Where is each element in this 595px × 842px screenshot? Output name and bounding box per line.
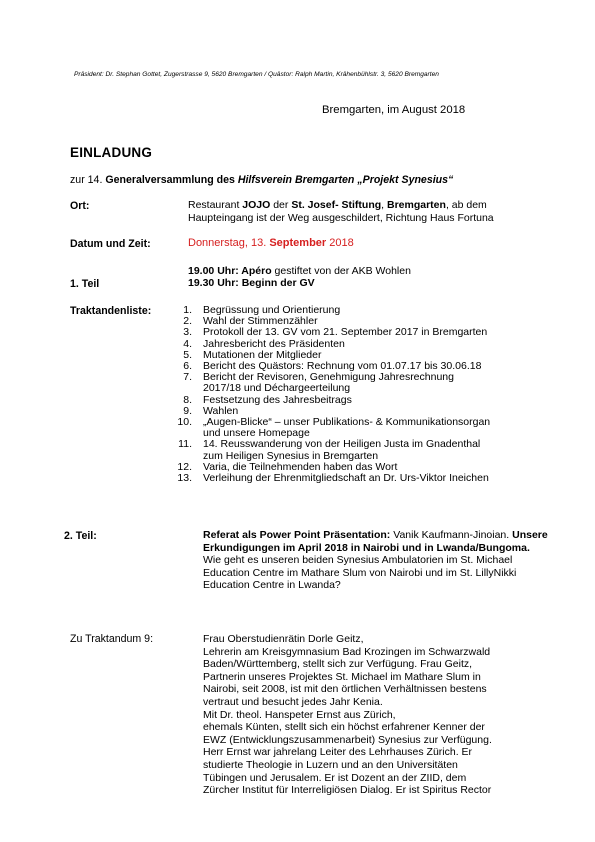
zu9-line: Tübingen und Jerusalem. Er ist Dozent an der ZIID, dem: [203, 771, 467, 784]
date-line: Bremgarten, im August 2018: [322, 104, 466, 116]
zu9-label: Zu Traktandum 9:: [70, 633, 154, 645]
agenda-item: [168, 372, 548, 394]
agenda-item-text: Verleihung der Ehrenmitgliedschaft an Dr. Urs-Viktor Ineichen: [203, 472, 489, 485]
zu9-line: vertraut und besucht jedes Jahr Kenia.: [203, 695, 383, 708]
teil1-text: 19.30 Uhr: Beginn der GV: [188, 277, 315, 289]
agenda-item-number: 13.: [177, 472, 192, 485]
zu9-line: ehemals Künten, stellt sich ein höchst erfahrener Kenner der: [203, 721, 485, 734]
zu9-line: Mit Dr. theol. Hanspeter Ernst aus Zürich,: [203, 708, 396, 721]
zu9-line: EWZ (Entwicklungszusammenarbeit) Synesius zur Verfügung.: [203, 733, 492, 746]
zu9-line: Herr Ernst war jahrelang Leiter des Lehrhauses Zürich. Er: [203, 746, 473, 759]
document-title: EINLADUNG: [70, 145, 153, 160]
teil1-label: 1. Teil: [70, 278, 100, 290]
datum-value: Donnerstag, 13. September 2018: [188, 237, 354, 249]
agenda-item-number: 7.: [183, 371, 192, 384]
agenda-list: [168, 305, 548, 484]
agenda-item: [168, 417, 548, 439]
agenda-item-text: Bericht des Quästors: Rechnung vom 01.07.17 bis 30.06.18: [203, 360, 482, 373]
ort-label: Ort:: [70, 200, 90, 212]
zu9-text: [203, 633, 563, 797]
agenda-item: [168, 327, 548, 338]
agenda-item-number: 8.: [183, 393, 192, 406]
zu9-line: Baden/Württemberg, stellt sich zur Verfügung. Frau Geitz,: [203, 658, 473, 671]
intro-prefix: zur 14.: [70, 174, 106, 186]
agenda-item-number: 10.: [177, 416, 192, 429]
traktanden-label: Traktandenliste:: [70, 305, 152, 317]
agenda-item: [168, 439, 548, 461]
agenda-item-text: Festsetzung des Jahresbeitrags: [203, 393, 352, 406]
agenda-item-number: 11.: [178, 438, 192, 451]
agenda-item-text: Mutationen der Mitglieder: [203, 348, 322, 361]
agenda-item-number: 6.: [183, 360, 192, 373]
letterhead-line: Präsident: Dr. Stephan Gottet, Zugerstrasse 9, 5620 Bremgarten / Quästor: Ralph Martin, Krähenbühlstr. 3, 5620 Bremgarten: [74, 71, 439, 78]
datum-label: Datum und Zeit:: [70, 238, 151, 250]
ort-line-2: Haupteingang ist der Weg ausgeschildert, Richtung Haus Fortuna: [188, 211, 494, 224]
intro-line: [70, 174, 453, 186]
teil2-label: 2. Teil:: [64, 530, 97, 542]
agenda-item-text: „Augen-Blicke“ – unser Publikations- & Kommunikationsorgan und unsere Homepage: [203, 416, 491, 440]
agenda-item-number: 5.: [183, 348, 192, 361]
agenda-item-text: Jahresbericht des Präsidenten: [203, 337, 345, 350]
intro-association-name: Hilfsverein Bremgarten „Projekt Synesius“: [237, 174, 454, 186]
intro-bold: Generalversammlung des: [105, 174, 238, 186]
agenda-item-number: 12.: [177, 460, 192, 473]
agenda-item-text: 14. Reusswanderung von der Heiligen Justa im Gnadenthal zum Heiligen Synesius in Bremgarten: [203, 438, 481, 462]
ort-text: Restaurant JOJO der St. Josef- Stiftung, Bremgarten, ab dem Haupteingang ist der Weg ausgeschildert, Richtung Haus Fortuna: [188, 199, 553, 224]
agenda-item: [168, 473, 548, 484]
apero-line: 19.00 Uhr: Apéro gestiftet von der AKB Wohlen: [188, 265, 411, 277]
agenda-item-text: Wahlen: [203, 404, 239, 417]
zu9-line: Frau Oberstudienrätin Dorle Geitz,: [203, 633, 364, 645]
agenda-item-text: Wahl der Stimmenzähler: [203, 315, 318, 328]
zu9-line: Lehrerin am Kreisgymnasium Bad Krozingen im Schwarzwald: [203, 645, 491, 658]
agenda-item-number: 2.: [183, 315, 192, 328]
teil2-text: Referat als Power Point Präsentation: Vanik Kaufmann-Jinoian. Unsere Erkundigungen im April 2018 in Nairobi und in Lwanda/Bungoma. Wie geht es unseren beiden Synesius Ambulatorien im St. Michael Education Centre im Mathare Slum von Nairobi und im St. LillyNikki Education Centre in Lwanda?: [203, 529, 548, 592]
zu9-line: studierte Theologie in Luzern und an den Universitäten: [203, 758, 458, 771]
agenda-item-text: Begrüssung und Orientierung: [203, 304, 341, 316]
zu9-line: Nairobi, seit 2008, ist mit den örtlichen Verhältnissen bestens: [203, 683, 487, 696]
zu9-line: Partnerin unseres Projektes St. Michael im Mathare Slum in: [203, 670, 481, 683]
agenda-item-text: Varia, die Teilnehmenden haben das Wort: [203, 460, 398, 473]
agenda-item-number: 1.: [183, 304, 192, 316]
agenda-item-text: Protokoll der 13. GV vom 21. September 2017 in Bremgarten: [203, 326, 488, 339]
agenda-item-number: 4.: [183, 337, 192, 350]
agenda-item-number: 3.: [183, 326, 192, 339]
agenda-item-number: 9.: [183, 404, 192, 417]
agenda-item-text: Bericht der Revisoren, Genehmigung Jahresrechnung 2017/18 und Déchargeerteilung: [203, 371, 454, 395]
zu9-line: Zürcher Institut für Interreligiösen Dialog. Er ist Spiritus Rector: [203, 784, 492, 797]
